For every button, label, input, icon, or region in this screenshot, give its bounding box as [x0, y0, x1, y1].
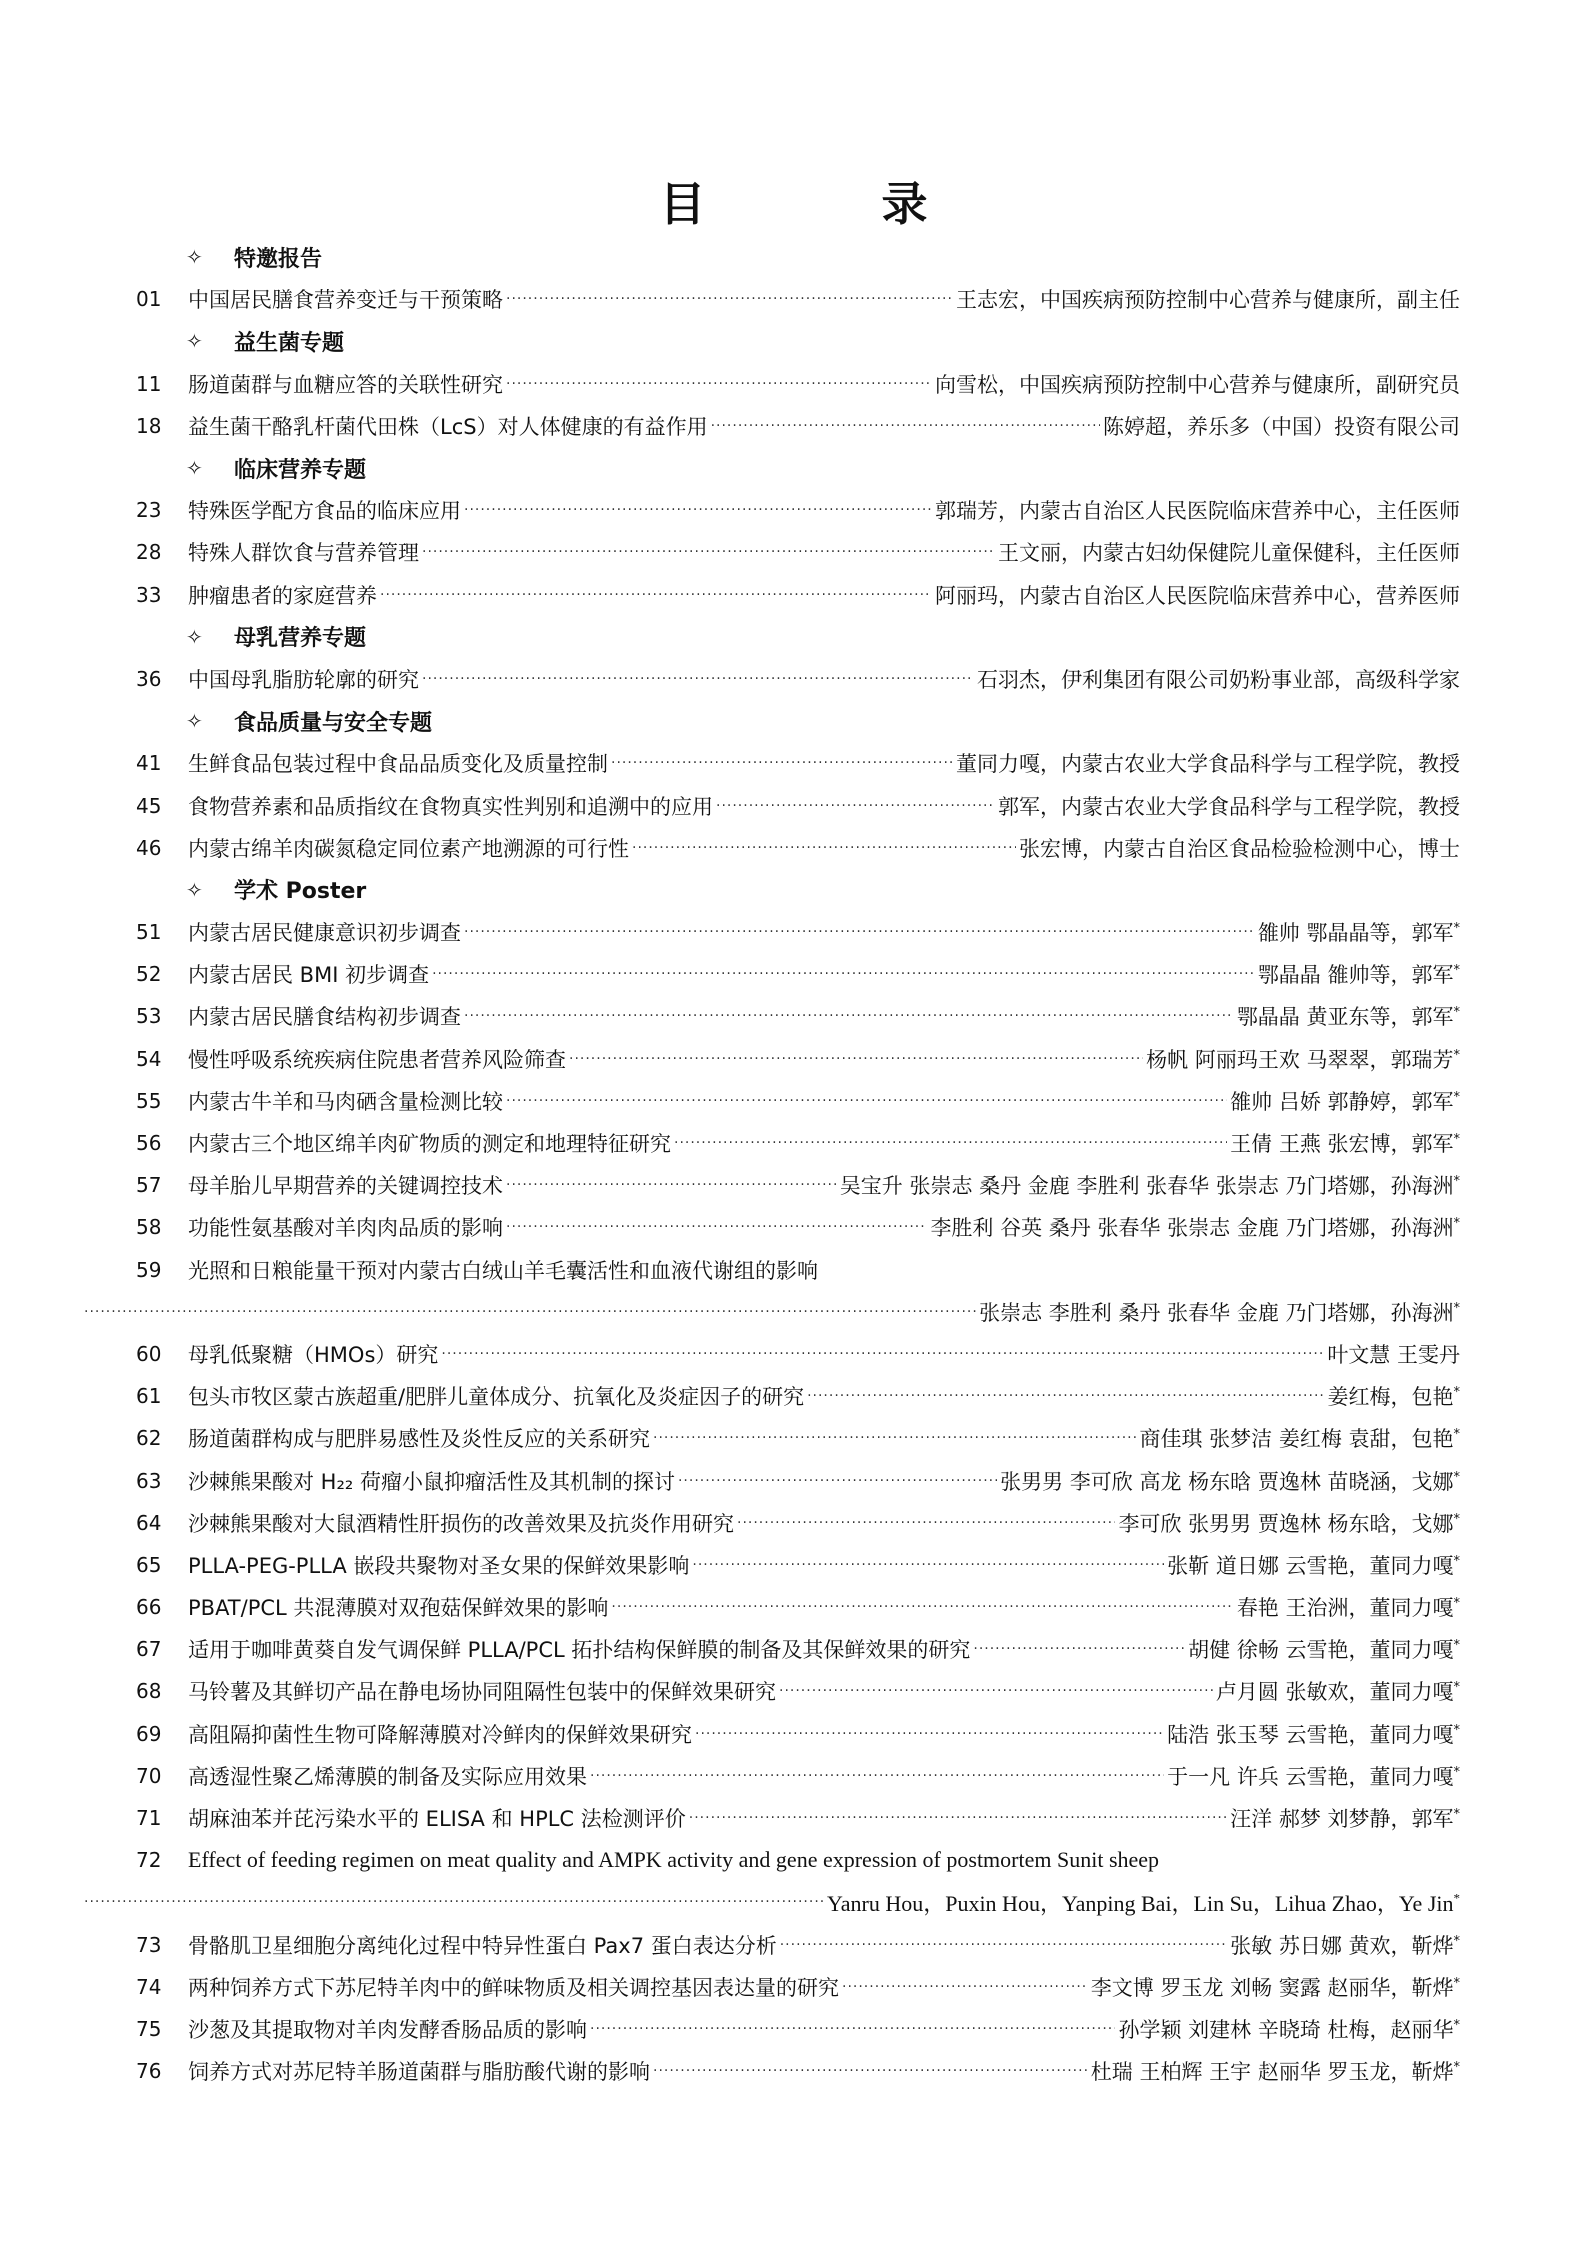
corresponding-author-mark: *: [1453, 1132, 1460, 1148]
toc-entry: [136, 1713, 1460, 1755]
entry-author: 陈婷超，养乐多（中国）投资有限公司: [1103, 414, 1460, 439]
entry-title: 马铃薯及其鲜切产品在静电场协同阻隔性包装中的保鲜效果研究: [188, 1680, 776, 1705]
page-number: 64: [136, 1510, 162, 1535]
dot-leader: [973, 1641, 1185, 1657]
entry-author: 石羽杰，伊利集团有限公司奶粉事业部，高级科学家: [977, 667, 1460, 692]
entry-author: Yanru Hou，Puxin Hou，Yanping Bai，Lin Su，Lihua Zhao，Ye Jin*: [827, 1890, 1460, 1916]
entry-author: 胡健 徐畅 云雪艳，董同力嘎*: [1188, 1638, 1460, 1663]
section-label: 益生菌专题: [234, 330, 345, 356]
dot-leader: [689, 1810, 1227, 1826]
dot-leader: [590, 1768, 1164, 1784]
entry-title: 沙棘熊果酸对大鼠酒精性肝损伤的改善效果及抗炎作用研究: [188, 1511, 734, 1536]
section-marker-icon: ✧: [186, 624, 203, 649]
toc-entry: [136, 531, 1460, 573]
entry-author: 叶文慧 王雯丹: [1327, 1342, 1460, 1367]
section-label: 母乳营养专题: [234, 626, 367, 652]
entry-title: Effect of feeding regimen on meat quality and AMPK activity and gene expression of postmortem Sunit sheep: [188, 1847, 1160, 1873]
corresponding-author-mark: *: [1453, 1216, 1460, 1232]
dot-leader: [678, 1473, 997, 1489]
dot-leader: [611, 755, 953, 771]
dot-leader: [779, 1683, 1213, 1699]
toc-entry: [136, 1502, 1460, 1544]
dot-leader: [737, 1515, 1115, 1531]
entry-title: 内蒙古三个地区绵羊肉矿物质的测定和地理特征研究: [188, 1132, 671, 1157]
section-heading: [136, 869, 1460, 911]
section-marker-icon: ✧: [186, 877, 203, 902]
corresponding-author-mark: *: [1453, 1300, 1460, 1316]
toc-entry: [136, 784, 1460, 826]
page-number: 76: [136, 2059, 162, 2084]
entry-author: 李文博 罗玉龙 刘畅 窦露 赵丽华，靳烨*: [1090, 1975, 1460, 2000]
toc-entry: [136, 1966, 1460, 2008]
dot-leader: [711, 418, 1100, 434]
page-number: 46: [136, 835, 162, 860]
corresponding-author-mark: *: [1453, 1553, 1460, 1569]
dot-leader: [432, 966, 1255, 982]
section-marker-icon: ✧: [186, 245, 203, 270]
dot-leader: [506, 1219, 927, 1235]
page-number: 52: [136, 962, 162, 987]
page-number: 45: [136, 793, 162, 818]
entry-author: 姜红梅，包艳*: [1327, 1385, 1460, 1410]
entry-title: 内蒙古牛羊和马肉硒含量检测比较: [188, 1089, 503, 1114]
page-number: 56: [136, 1131, 162, 1156]
page-number: 66: [136, 1595, 162, 1620]
page-number: 41: [136, 751, 162, 776]
page-number: 65: [136, 1552, 162, 1577]
toc-entry: [136, 742, 1460, 784]
page-number: 01: [136, 287, 162, 312]
toc-entry: [136, 1038, 1460, 1080]
section-label: 食品质量与安全专题: [234, 710, 433, 736]
corresponding-author-mark: *: [1453, 1890, 1460, 1906]
corresponding-author-mark: *: [1453, 1722, 1460, 1738]
entry-author: 郭瑞芳，内蒙古自治区人民医院临床营养中心，主任医师: [935, 499, 1460, 524]
dot-leader: [842, 1979, 1088, 1995]
page-number: 70: [136, 1763, 162, 1788]
page-number: 68: [136, 1679, 162, 1704]
corresponding-author-mark: *: [1453, 1174, 1460, 1190]
page-number: 73: [136, 1932, 162, 1957]
page-number: 58: [136, 1215, 162, 1240]
page-number: 74: [136, 1974, 162, 1999]
entry-title: 食物营养素和品质指纹在食物真实性判别和追溯中的应用: [188, 794, 713, 819]
dot-leader: [611, 1599, 1233, 1615]
dot-leader: [695, 1726, 1164, 1742]
entry-author: 李胜利 谷英 桑丹 张春华 张崇志 金鹿 乃门塔娜，孙海洲*: [930, 1216, 1460, 1241]
page-number: 59: [136, 1257, 162, 1282]
toc-entry: [136, 1586, 1460, 1628]
entry-title: 特殊医学配方食品的临床应用: [188, 499, 461, 524]
entry-title: 高阻隔抑菌性生物可降解薄膜对冷鲜肉的保鲜效果研究: [188, 1722, 692, 1747]
entry-author: 鄂晶晶 雒帅等，郭军*: [1257, 963, 1460, 988]
entry-title: 慢性呼吸系统疾病住院患者营养风险筛查: [188, 1047, 566, 1072]
entry-title: 胡麻油苯并芘污染水平的 ELISA 和 HPLC 法检测评价: [188, 1807, 686, 1832]
entry-title: 肠道菌群与血糖应答的关联性研究: [188, 372, 503, 397]
corresponding-author-mark: *: [1453, 963, 1460, 979]
corresponding-author-mark: *: [1453, 1469, 1460, 1485]
entry-title: 两种饲养方式下苏尼特羊肉中的鲜味物质及相关调控基因表达量的研究: [188, 1975, 839, 2000]
toc-entry: [136, 995, 1460, 1037]
section-heading: [136, 236, 1460, 278]
toc-entry: [136, 1459, 1460, 1501]
page-number: 63: [136, 1468, 162, 1493]
entry-author: 张靳 道日娜 云雪艳，董同力嘎*: [1167, 1553, 1460, 1578]
dot-leader: [464, 924, 1255, 940]
toc-entry: [136, 1164, 1460, 1206]
entry-title: 饲养方式对苏尼特羊肠道菌群与脂肪酸代谢的影响: [188, 2060, 650, 2085]
toc-entry-continuation: [84, 1881, 1460, 1923]
entry-author: 雒帅 吕娇 郭静婷，郭军*: [1230, 1089, 1460, 1114]
toc-entry: [136, 1924, 1460, 1966]
toc-entry: [136, 1544, 1460, 1586]
toc-entry: [136, 1375, 1460, 1417]
entry-title: 内蒙古居民膳食结构初步调查: [188, 1005, 461, 1030]
section-label: 学术 Poster: [234, 879, 367, 905]
page-number: 57: [136, 1173, 162, 1198]
dot-leader: [506, 1093, 1227, 1109]
page-number: 23: [136, 498, 162, 523]
dot-leader: [84, 1894, 824, 1910]
dot-leader: [692, 1557, 1164, 1573]
entry-title: PBAT/PCL 共混薄膜对双孢菇保鲜效果的影响: [188, 1596, 609, 1621]
toc-entry: [136, 363, 1460, 405]
dot-leader: [422, 544, 995, 560]
entry-title: 母羊胎儿早期营养的关键调控技术: [188, 1174, 503, 1199]
entry-author: 郭军，内蒙古农业大学食品科学与工程学院，教授: [998, 794, 1460, 819]
entry-author: 杨帆 阿丽玛王欢 马翠翠，郭瑞芳*: [1146, 1047, 1460, 1072]
entry-author: 张男男 李可欣 高龙 杨东晗 贾逸林 苗晓涵，戈娜*: [1000, 1469, 1460, 1494]
dot-leader: [780, 1937, 1227, 1953]
page-number: 61: [136, 1384, 162, 1409]
page-number: 53: [136, 1004, 162, 1029]
section-heading: [136, 447, 1460, 489]
page-number: 55: [136, 1088, 162, 1113]
toc-entry: [136, 1839, 1460, 1881]
toc-entry: [136, 1080, 1460, 1122]
entry-title: 生鲜食品包装过程中食品品质变化及质量控制: [188, 752, 608, 777]
page-number: 60: [136, 1341, 162, 1366]
table-of-contents: [136, 236, 1460, 2092]
corresponding-author-mark: *: [1453, 1807, 1460, 1823]
dot-leader: [653, 2063, 1088, 2079]
toc-entry: [136, 278, 1460, 320]
page-number: 11: [136, 371, 162, 396]
corresponding-author-mark: *: [1453, 1089, 1460, 1105]
entry-author: 张崇志 李胜利 桑丹 张春华 金鹿 乃门塔娜，孙海洲*: [979, 1300, 1460, 1325]
corresponding-author-mark: *: [1453, 1005, 1460, 1021]
entry-author: 鄂晶晶 黄亚东等，郭军*: [1236, 1005, 1460, 1030]
page-number: 67: [136, 1637, 162, 1662]
page-number: 62: [136, 1426, 162, 1451]
dot-leader: [590, 2021, 1115, 2037]
corresponding-author-mark: *: [1453, 2017, 1460, 2033]
toc-entry: [136, 1755, 1460, 1797]
dot-leader: [84, 1304, 976, 1320]
toc-entry: [136, 1797, 1460, 1839]
entry-title: 益生菌干酪乳杆菌代田株（LcS）对人体健康的有益作用: [188, 414, 708, 439]
page-number: 33: [136, 582, 162, 607]
toc-entry: [136, 953, 1460, 995]
entry-title: 适用于咖啡黄葵自发气调保鲜 PLLA/PCL 拓扑结构保鲜膜的制备及其保鲜效果的研究: [188, 1638, 971, 1663]
corresponding-author-mark: *: [1453, 1638, 1460, 1654]
page-number: 75: [136, 2016, 162, 2041]
corresponding-author-mark: *: [1453, 1047, 1460, 1063]
entry-title: 内蒙古居民健康意识初步调查: [188, 921, 461, 946]
entry-title: 包头市牧区蒙古族超重/肥胖儿童体成分、抗氧化及炎症因子的研究: [188, 1385, 805, 1410]
page-number: 72: [136, 1848, 162, 1873]
entry-author: 汪洋 郝梦 刘梦静，郭军*: [1230, 1807, 1460, 1832]
entry-author: 张敏 苏日娜 黄欢，靳烨*: [1230, 1933, 1460, 1958]
toc-entry: [136, 1670, 1460, 1712]
page-number: 69: [136, 1721, 162, 1746]
entry-author: 王倩 王燕 张宏博，郭军*: [1230, 1132, 1460, 1157]
entry-title: 肿瘤患者的家庭营养: [188, 583, 377, 608]
section-heading: [136, 616, 1460, 658]
entry-author: 李可欣 张男男 贾逸林 杨东晗，戈娜*: [1118, 1511, 1460, 1536]
entry-author: 孙学颖 刘建林 辛晓琦 杜梅，赵丽华*: [1118, 2017, 1460, 2042]
corresponding-author-mark: *: [1453, 1933, 1460, 1949]
page-title: 目 录: [659, 177, 1008, 231]
toc-entry: [136, 1206, 1460, 1248]
section-heading: [136, 320, 1460, 362]
toc-entry: [136, 489, 1460, 531]
entry-title: 内蒙古居民 BMI 初步调查: [188, 963, 430, 988]
dot-leader: [674, 1135, 1227, 1151]
toc-entry: [136, 827, 1460, 869]
page-number: 51: [136, 920, 162, 945]
page-number: 18: [136, 413, 162, 438]
entry-author: 陆浩 张玉琴 云雪艳，董同力嘎*: [1167, 1722, 1460, 1747]
entry-title: 沙棘熊果酸对 H₂₂ 荷瘤小鼠抑瘤活性及其机制的探讨: [188, 1469, 675, 1494]
corresponding-author-mark: *: [1453, 1764, 1460, 1780]
entry-title: 功能性氨基酸对羊肉肉品质的影响: [188, 1216, 503, 1241]
corresponding-author-mark: *: [1453, 1975, 1460, 1991]
entry-title: 母乳低聚糖（HMOs）研究: [188, 1342, 439, 1367]
entry-author: 卢月圆 张敏欢，董同力嘎*: [1215, 1680, 1460, 1705]
section-marker-icon: ✧: [186, 456, 203, 481]
page-number: 36: [136, 666, 162, 691]
entry-author: 董同力嘎，内蒙古农业大学食品科学与工程学院，教授: [956, 752, 1460, 777]
entry-title: 光照和日粮能量干预对内蒙古白绒山羊毛囊活性和血液代谢组的影响: [188, 1258, 818, 1283]
dot-leader: [807, 1388, 1324, 1404]
section-label: 特邀报告: [234, 246, 323, 272]
toc-entry-continuation: [84, 1291, 1460, 1333]
corresponding-author-mark: *: [1453, 1511, 1460, 1527]
dot-leader: [464, 502, 932, 518]
corresponding-author-mark: *: [1453, 1596, 1460, 1612]
entry-title: 中国居民膳食营养变迁与干预策略: [188, 288, 503, 313]
entry-title: 沙葱及其提取物对羊肉发酵香肠品质的影响: [188, 2017, 587, 2042]
toc-entry: [136, 405, 1460, 447]
entry-title: 中国母乳脂肪轮廓的研究: [188, 667, 419, 692]
dot-leader: [506, 376, 932, 392]
entry-author: 王志宏，中国疾病预防控制中心营养与健康所，副主任: [956, 288, 1460, 313]
page-number: 28: [136, 540, 162, 565]
dot-leader: [422, 671, 974, 687]
entry-author: 王文丽，内蒙古妇幼保健院儿童保健科，主任医师: [998, 541, 1460, 566]
corresponding-author-mark: *: [1453, 1680, 1460, 1696]
toc-entry: [136, 574, 1460, 616]
page-number: 71: [136, 1806, 162, 1831]
toc-entry: [136, 1628, 1460, 1670]
corresponding-author-mark: *: [1453, 1427, 1460, 1443]
section-marker-icon: ✧: [186, 709, 203, 734]
dot-leader: [506, 1177, 837, 1193]
entry-author: 于一凡 许兵 云雪艳，董同力嘎*: [1167, 1764, 1460, 1789]
corresponding-author-mark: *: [1453, 1385, 1460, 1401]
toc-entry: [136, 658, 1460, 700]
entry-title: 内蒙古绵羊肉碳氮稳定同位素产地溯源的可行性: [188, 836, 629, 861]
toc-entry: [136, 1249, 1460, 1291]
entry-title: 高透湿性聚乙烯薄膜的制备及实际应用效果: [188, 1764, 587, 1789]
entry-title: 肠道菌群构成与肥胖易感性及炎性反应的关系研究: [188, 1427, 650, 1452]
toc-entry: [136, 1417, 1460, 1459]
dot-leader: [632, 840, 1016, 856]
dot-leader: [441, 1346, 1324, 1362]
entry-title: 特殊人群饮食与营养管理: [188, 541, 419, 566]
entry-author: 雒帅 鄂晶晶等，郭军*: [1257, 921, 1460, 946]
toc-entry: [136, 1122, 1460, 1164]
entry-author: 商佳琪 张梦洁 姜红梅 袁甜，包艳*: [1139, 1427, 1460, 1452]
section-label: 临床营养专题: [234, 457, 367, 483]
page-number: 54: [136, 1046, 162, 1071]
entry-title: PLLA-PEG-PLLA 嵌段共聚物对圣女果的保鲜效果影响: [188, 1553, 690, 1578]
corresponding-author-mark: *: [1453, 921, 1460, 937]
toc-entry: [136, 2050, 1460, 2092]
entry-author: 吴宝升 张崇志 桑丹 金鹿 李胜利 张春华 张崇志 乃门塔娜，孙海洲*: [839, 1174, 1460, 1199]
dot-leader: [716, 798, 995, 814]
toc-entry: [136, 1333, 1460, 1375]
dot-leader: [506, 291, 953, 307]
section-marker-icon: ✧: [186, 329, 203, 354]
entry-author: 阿丽玛，内蒙古自治区人民医院临床营养中心，营养医师: [935, 583, 1460, 608]
corresponding-author-mark: *: [1453, 2060, 1460, 2076]
dot-leader: [380, 587, 932, 603]
entry-author: 张宏博，内蒙古自治区食品检验检测中心，博士: [1019, 836, 1460, 861]
section-heading: [136, 700, 1460, 742]
dot-leader: [653, 1430, 1136, 1446]
entry-author: 向雪松，中国疾病预防控制中心营养与健康所，副研究员: [935, 372, 1460, 397]
dot-leader: [464, 1008, 1234, 1024]
dot-leader: [569, 1051, 1143, 1067]
toc-entry: [136, 911, 1460, 953]
entry-author: 杜瑞 王柏辉 王宇 赵丽华 罗玉龙，靳烨*: [1090, 2060, 1460, 2085]
entry-author: 春艳 王治洲，董同力嘎*: [1236, 1596, 1460, 1621]
toc-entry: [136, 2008, 1460, 2050]
entry-title: 骨骼肌卫星细胞分离纯化过程中特异性蛋白 Pax7 蛋白表达分析: [188, 1933, 777, 1958]
